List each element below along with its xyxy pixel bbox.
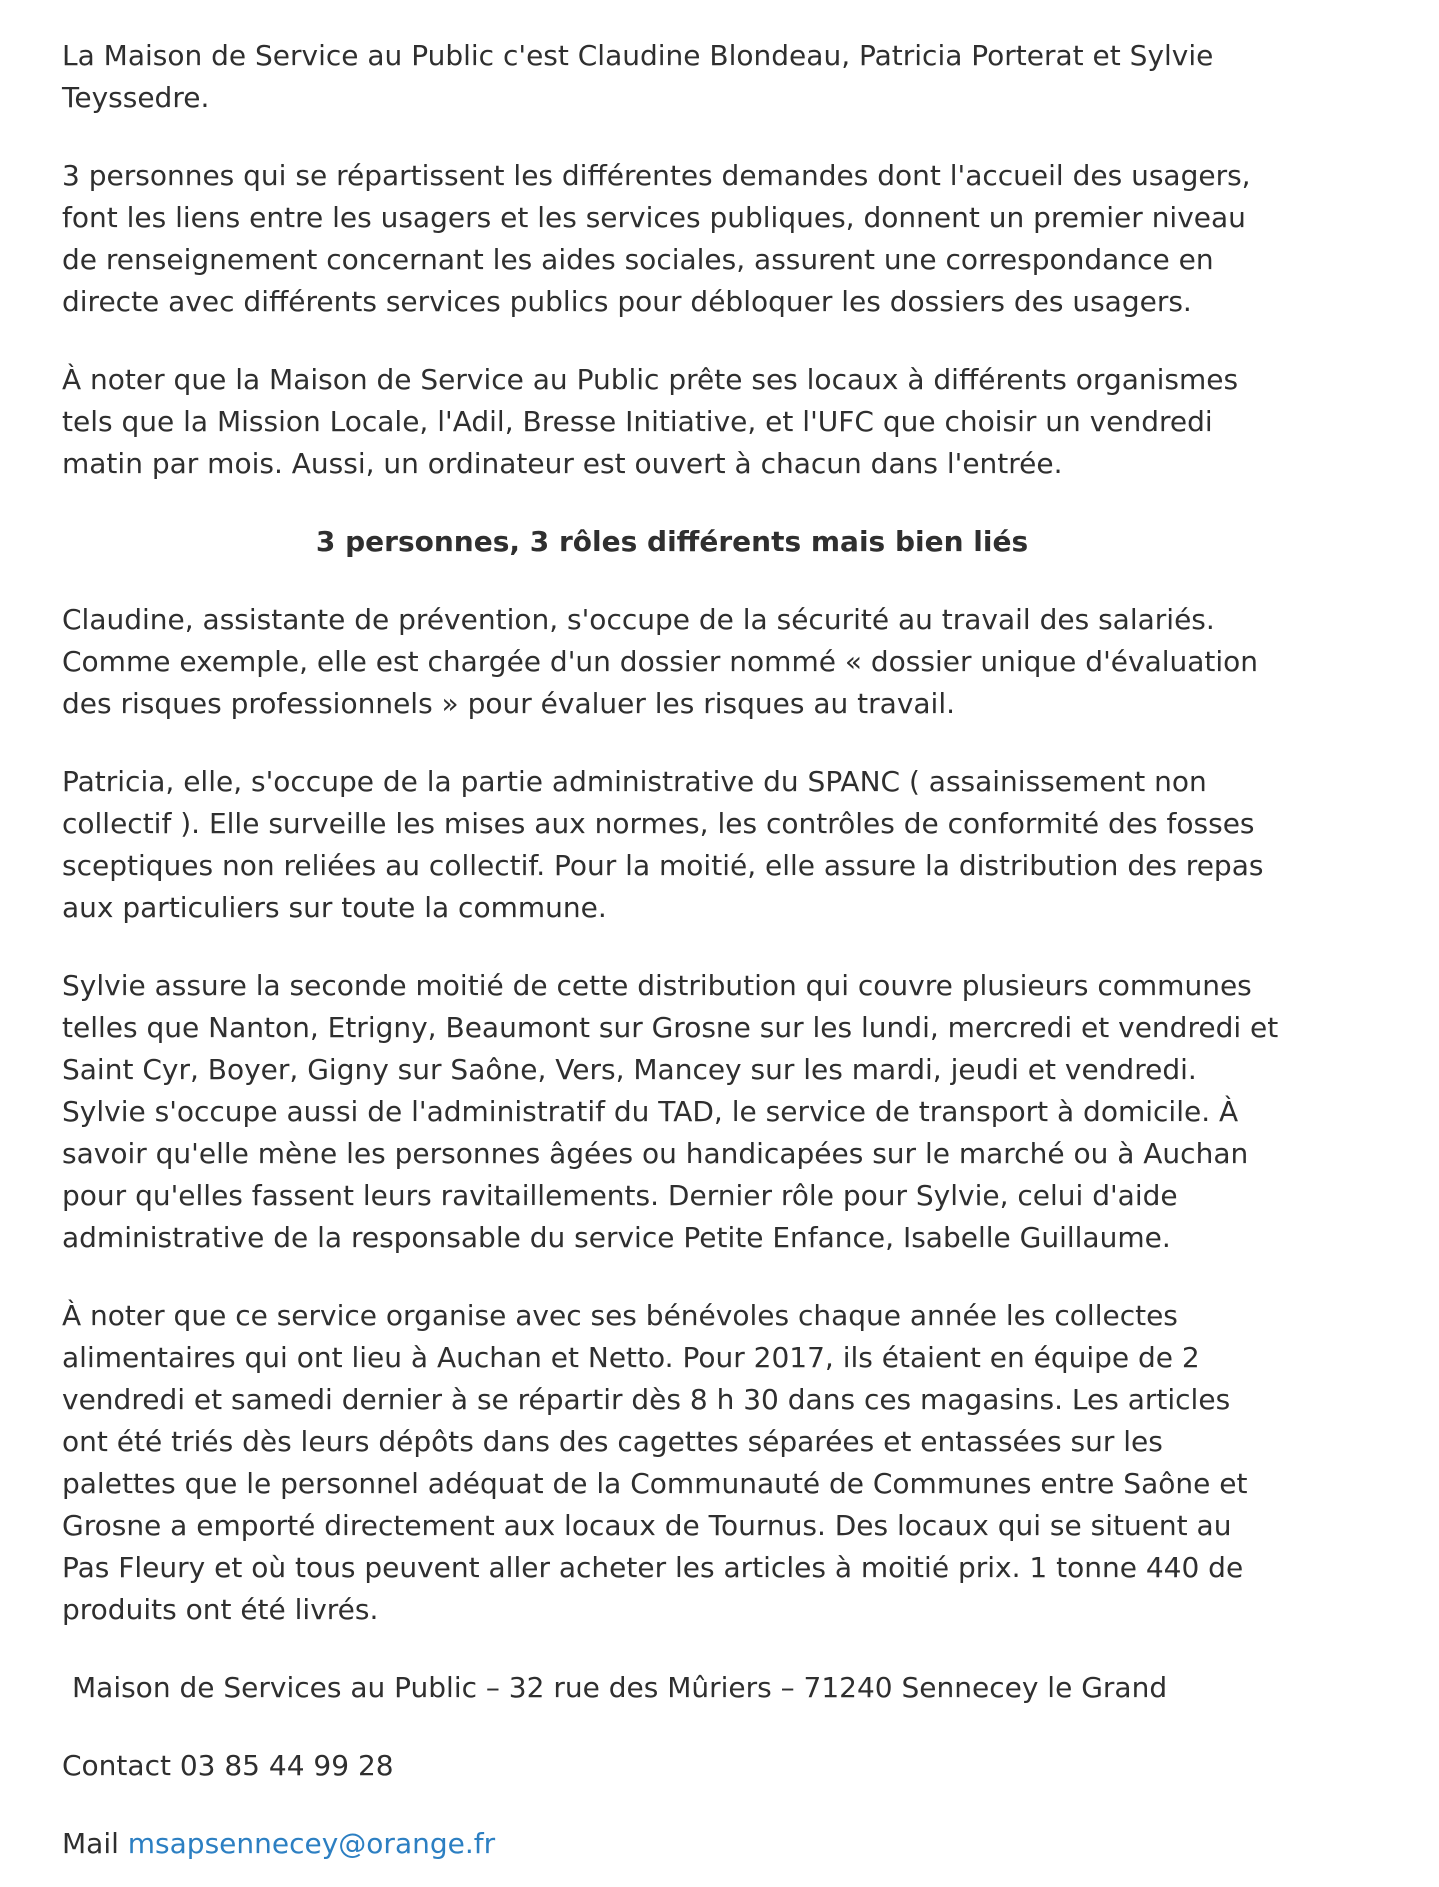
claudine-paragraph: Claudine, assistante de prévention, s'occupe de la sécurité au travail des salariés. Comme exemple, elle est chargée d'un dossier nommé « dossier unique d'évaluation des risques professionnels » pour évaluer les risques au travail. xyxy=(62,603,1259,720)
mail-label: Mail xyxy=(62,1827,128,1860)
section-heading: 3 personnes, 3 rôles différents mais bien liés xyxy=(315,525,1029,558)
sylvie-paragraph: Sylvie assure la seconde moitié de cette distribution qui couvre plusieurs communes telles que Nanton, Etrigny, Beaumont sur Grosne sur les lundi, mercredi et vendredi et Saint Cyr, Boyer, Gigny sur Saône, Vers, Mancey sur les mardi, jeudi et vendredi. Sylvie s'occupe aussi de l'administratif du TAD, le service de transport à domicile. À savoir qu'elle mène les personnes âgées ou handicapées sur le marché ou à Auchan pour qu'elles fassent leurs ravitaillements. Dernier rôle pour Sylvie, celui d'aide administrative de la responsable du service Petite Enfance, Isabelle Guillaume. xyxy=(62,969,1279,1254)
intro-paragraph: La Maison de Service au Public c'est Claudine Blondeau, Patricia Porterat et Sylvie Teyssedre. xyxy=(62,39,1214,114)
staff-tasks-paragraph: 3 personnes qui se répartissent les différentes demandes dont l'accueil des usagers, font les liens entre les usagers et les services publiques, donnent un premier niveau de renseignement concernant les aides sociales, assurent une correspondance en directe avec différents services publics pour débloquer les dossiers des usagers. xyxy=(62,159,1251,318)
mail-line xyxy=(62,1823,1282,1865)
article-content xyxy=(62,0,1282,1865)
mail-link[interactable]: msapsennecey@orange.fr xyxy=(127,1827,496,1860)
food-collection-paragraph: À noter que ce service organise avec ses bénévoles chaque année les collectes alimentaires qui ont lieu à Auchan et Netto. Pour 2017, ils étaient en équipe de 2 vendredi et samedi dernier à se répartir dès 8 h 30 dans ces magasins. Les articles ont été triés dès leurs dépôts dans des cagettes séparées et entassées sur les palettes que le personnel adéquat de la Communauté de Communes entre Saône et Grosne a emporté directement aux locaux de Tournus. Des locaux qui se situent au Pas Fleury et où tous peuvent aller acheter les articles à moitié prix. 1 tonne 440 de produits ont été livrés. xyxy=(62,1299,1248,1626)
address-line: Maison de Services au Public – 32 rue des Mûriers – 71240 Sennecey le Grand xyxy=(72,1671,1168,1704)
phone-line: Contact 03 85 44 99 28 xyxy=(62,1749,394,1782)
premises-paragraph: À noter que la Maison de Service au Public prête ses locaux à différents organismes tels que la Mission Locale, l'Adil, Bresse Initiative, et l'UFC que choisir un vendredi matin par mois. Aussi, un ordinateur est ouvert à chacun dans l'entrée. xyxy=(62,363,1239,480)
patricia-paragraph: Patricia, elle, s'occupe de la partie administrative du SPANC ( assainissement non collectif ). Elle surveille les mises aux normes, les contrôles de conformité des fosses sceptiques non reliées au collectif. Pour la moitié, elle assure la distribution des repas aux particuliers sur toute la commune. xyxy=(62,765,1264,924)
